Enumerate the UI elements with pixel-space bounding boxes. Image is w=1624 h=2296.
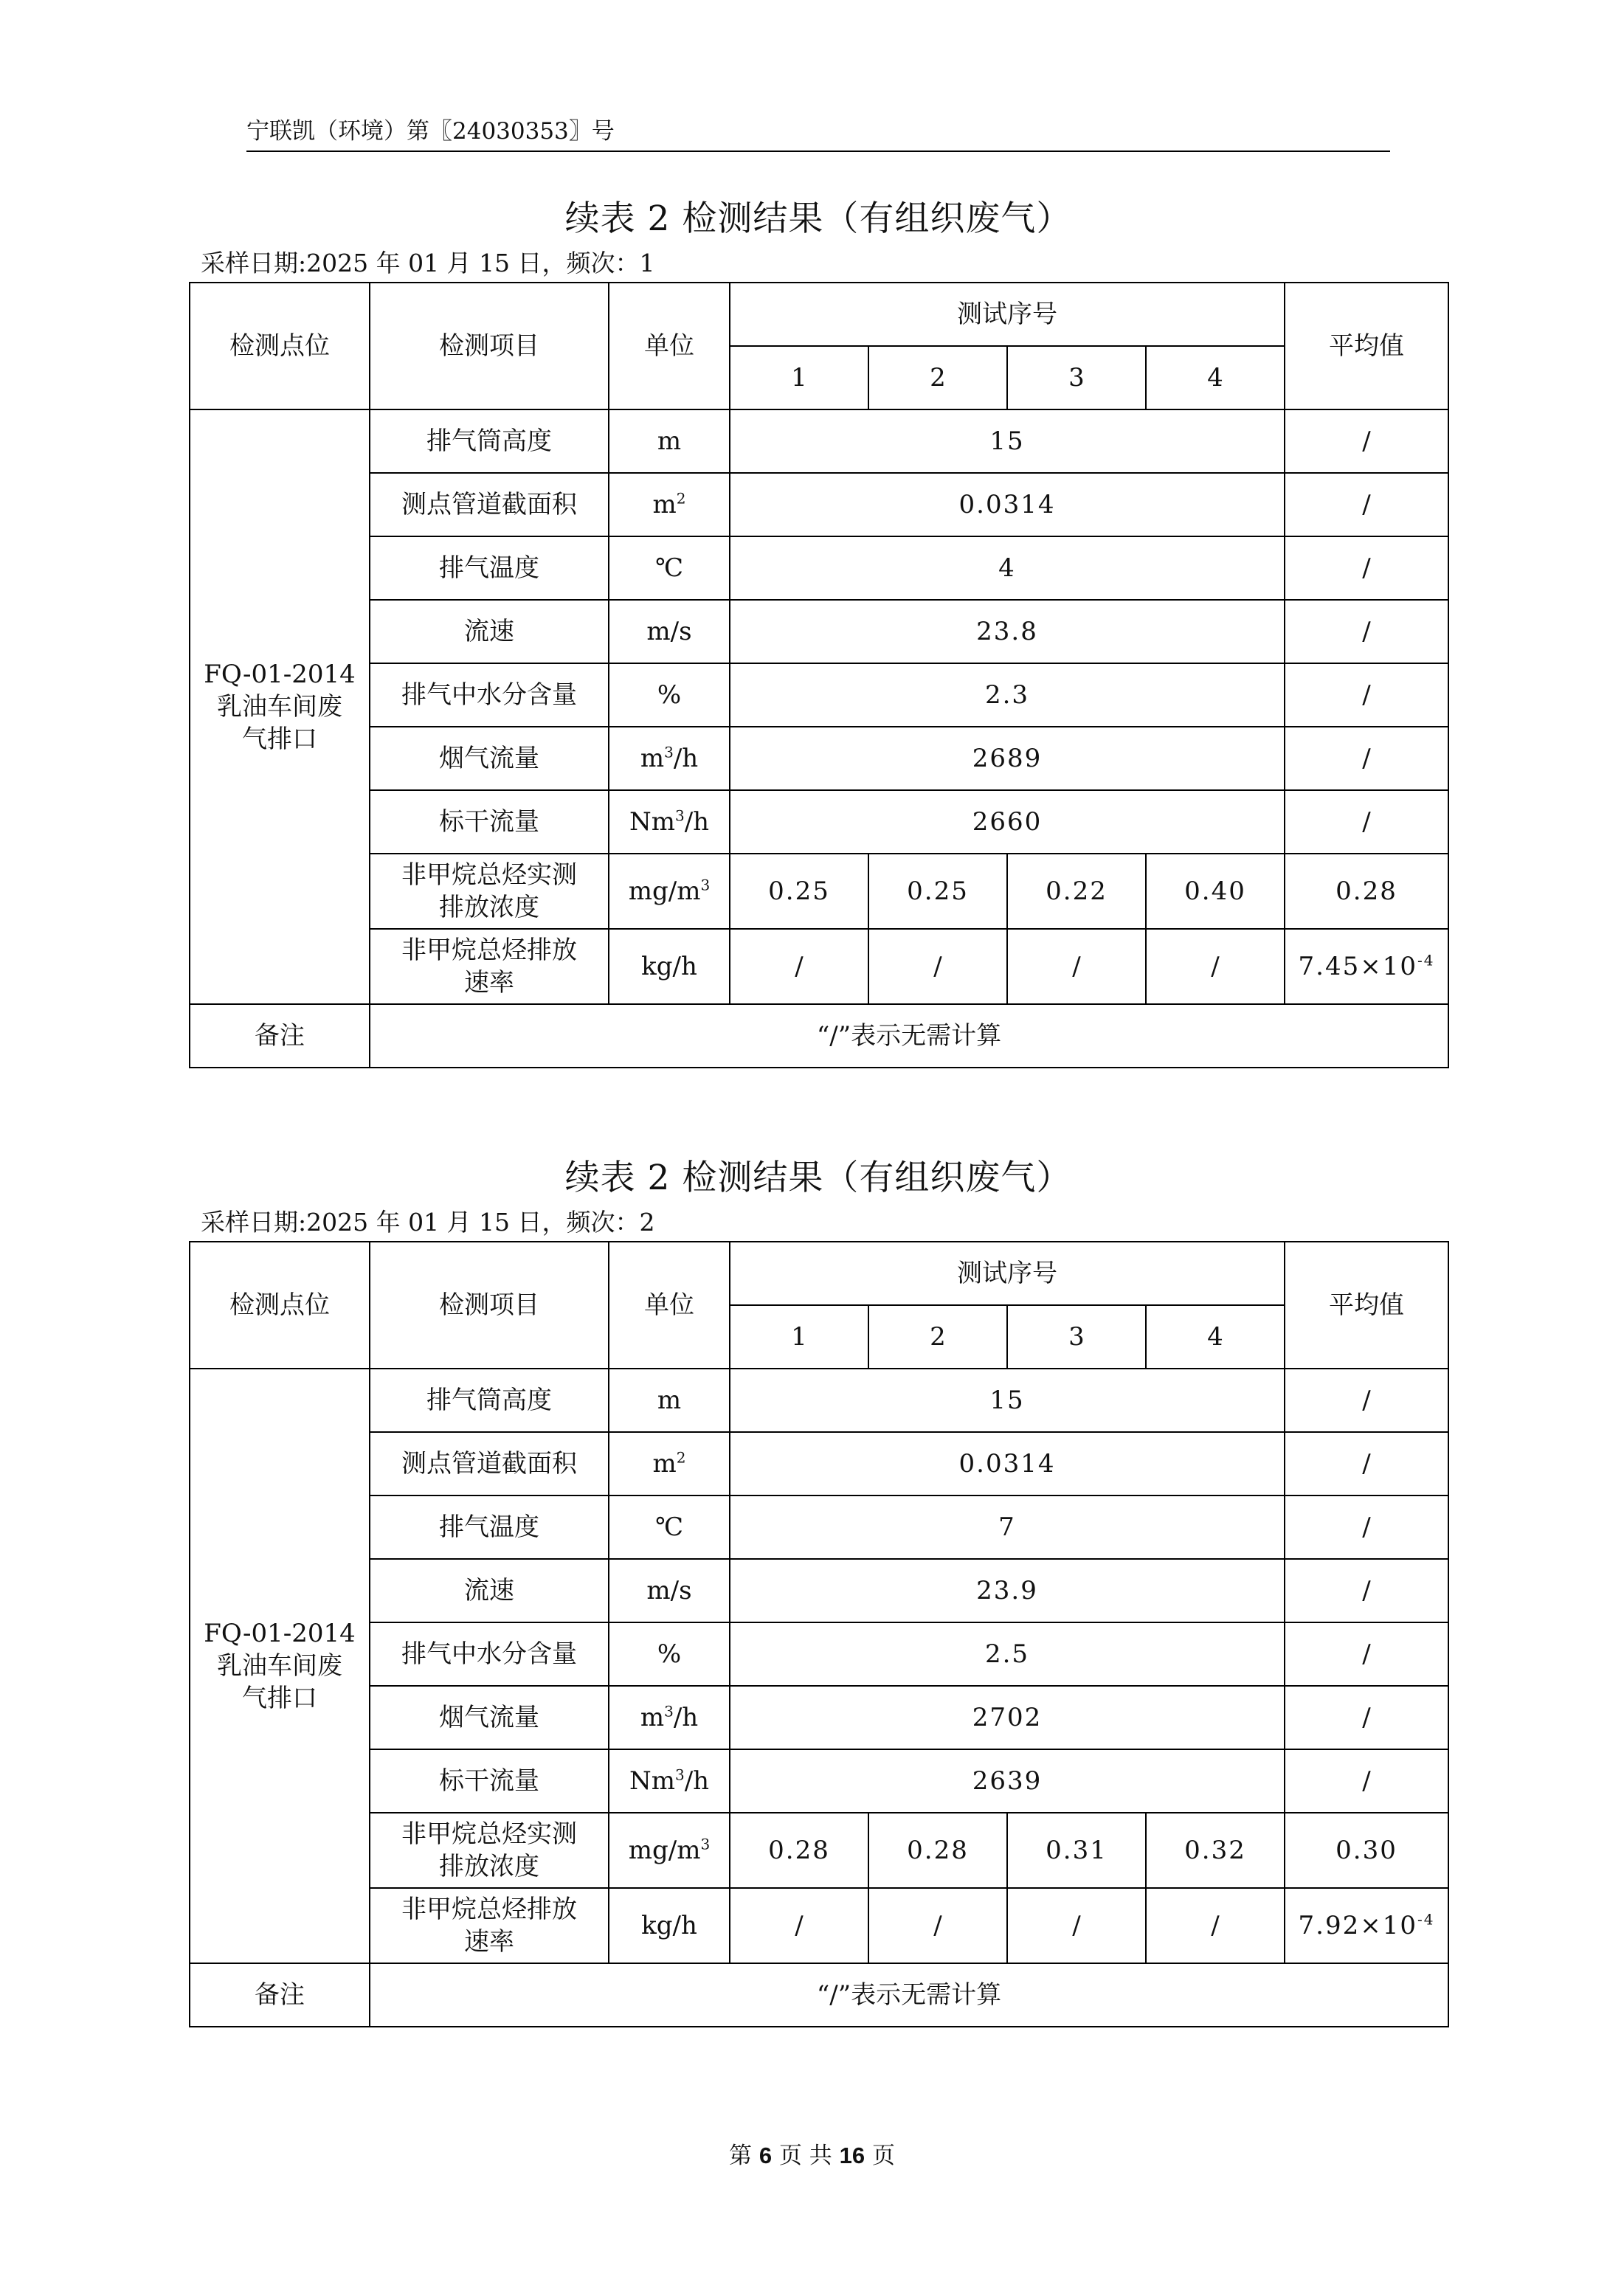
result-table	[189, 282, 1449, 1068]
average-cell: /	[1285, 1369, 1448, 1432]
remark-text: “/”表示无需计算	[370, 1963, 1448, 2027]
unit-text: ℃	[654, 1512, 684, 1542]
unit-cell	[609, 600, 730, 663]
table-row	[190, 663, 1448, 727]
item-line: 非甲烷总烃实测	[401, 860, 577, 890]
unit-cell: kg/h	[609, 1888, 730, 1963]
unit-text: /h	[684, 807, 710, 837]
item-cell	[370, 854, 609, 929]
table-row	[190, 854, 1448, 929]
table-row	[190, 1686, 1448, 1749]
value-cell: /	[1146, 929, 1285, 1004]
item-cell: 排气中水分含量	[370, 1622, 609, 1686]
result-section-1	[189, 193, 1448, 1068]
table-row	[190, 1559, 1448, 1622]
unit-text: /h	[673, 1703, 699, 1732]
item-line: 非甲烷总烃排放	[401, 936, 577, 965]
table-title: 续表 2 检测结果（有组织废气）	[564, 1158, 1072, 1198]
average-cell	[1285, 1888, 1448, 1963]
unit-cell	[609, 1622, 730, 1686]
result-section-2	[189, 1152, 1448, 2027]
col-header-seq: 2	[868, 1305, 1007, 1369]
unit-superscript: 3	[664, 1702, 674, 1721]
col-header-point: 检测点位	[190, 283, 370, 409]
col-header-test-no: 测试序号	[730, 1242, 1285, 1305]
average-cell: /	[1285, 663, 1448, 727]
value-cell: 0.40	[1146, 854, 1285, 929]
table-row	[190, 473, 1448, 536]
footer-page-number: 6	[759, 2143, 773, 2168]
item-cell: 排气筒高度	[370, 1369, 609, 1432]
unit-cell	[609, 1495, 730, 1559]
unit-text: ℃	[654, 553, 684, 583]
average-cell: /	[1285, 600, 1448, 663]
average-cell: /	[1285, 1686, 1448, 1749]
unit-cell	[609, 1749, 730, 1813]
value-cell: /	[1146, 1888, 1285, 1963]
footer-text: 页	[865, 2143, 895, 2169]
table-row	[190, 1369, 1448, 1432]
value-cell: 2689	[730, 727, 1285, 790]
unit-text: m	[657, 1386, 682, 1415]
col-header-unit: 单位	[609, 283, 730, 409]
value-cell: 0.28	[868, 1813, 1007, 1888]
average-cell: /	[1285, 409, 1448, 473]
value-cell: /	[1007, 1888, 1146, 1963]
average-cell: /	[1285, 1495, 1448, 1559]
average-cell: /	[1285, 1749, 1448, 1813]
unit-cell: kg/h	[609, 929, 730, 1004]
footer-total-pages: 16	[839, 2143, 865, 2168]
col-header-seq: 3	[1007, 1305, 1146, 1369]
unit-cell	[609, 473, 730, 536]
unit-cell	[609, 854, 730, 929]
item-cell: 测点管道截面积	[370, 1432, 609, 1495]
value-cell: 0.0314	[730, 473, 1285, 536]
item-cell: 标干流量	[370, 1749, 609, 1813]
value-cell: 0.22	[1007, 854, 1146, 929]
value-cell: 0.0314	[730, 1432, 1285, 1495]
unit-text: m/s	[646, 617, 692, 646]
unit-superscript: 3	[664, 743, 674, 761]
point-line: 气排口	[242, 725, 317, 754]
value-cell: /	[730, 929, 868, 1004]
table-row	[190, 1888, 1448, 1963]
sampling-date: 采样日期:2025 年 01 月 15 日，频次：2	[201, 1208, 655, 1237]
exponent-superscript: -4	[1417, 951, 1435, 969]
item-cell: 烟气流量	[370, 727, 609, 790]
unit-superscript: 3	[674, 806, 685, 825]
col-header-average: 平均值	[1285, 1242, 1448, 1369]
unit-cell	[609, 1813, 730, 1888]
result-table	[189, 1241, 1449, 2027]
unit-text: m	[652, 1449, 677, 1479]
average-cell: /	[1285, 536, 1448, 600]
average-cell: /	[1285, 1622, 1448, 1686]
unit-text: Nm	[629, 1766, 675, 1796]
unit-cell	[609, 663, 730, 727]
remark-row	[190, 1963, 1448, 2027]
col-header-item: 检测项目	[370, 283, 609, 409]
unit-superscript: 3	[674, 1766, 685, 1784]
table-row	[190, 929, 1448, 1004]
value-cell: 15	[730, 409, 1285, 473]
table-title: 续表 2 检测结果（有组织废气）	[564, 198, 1072, 239]
table-row	[190, 1749, 1448, 1813]
item-cell: 流速	[370, 600, 609, 663]
unit-superscript: 3	[700, 876, 711, 894]
value-cell: 0.32	[1146, 1813, 1285, 1888]
unit-text: /h	[673, 744, 699, 773]
col-header-average: 平均值	[1285, 283, 1448, 409]
unit-cell	[609, 790, 730, 854]
unit-superscript: 2	[676, 1448, 686, 1467]
footer-text: 页 共	[772, 2143, 840, 2169]
table-row	[190, 727, 1448, 790]
item-cell: 烟气流量	[370, 1686, 609, 1749]
value-cell: /	[868, 1888, 1007, 1963]
table-row	[190, 1432, 1448, 1495]
average-cell: 0.28	[1285, 854, 1448, 929]
unit-cell	[609, 536, 730, 600]
average-cell: /	[1285, 1559, 1448, 1622]
value-cell: 2.5	[730, 1622, 1285, 1686]
point-cell	[190, 1369, 370, 1963]
remark-text: “/”表示无需计算	[370, 1004, 1448, 1068]
item-line: 排放浓度	[439, 893, 539, 922]
item-cell: 流速	[370, 1559, 609, 1622]
value-cell: 0.28	[730, 1813, 868, 1888]
value-cell: 23.9	[730, 1559, 1285, 1622]
col-header-point: 检测点位	[190, 1242, 370, 1369]
item-cell	[370, 1813, 609, 1888]
unit-cell	[609, 727, 730, 790]
unit-text: m/s	[646, 1576, 692, 1605]
table-row	[190, 409, 1448, 473]
col-header-seq: 3	[1007, 346, 1146, 409]
unit-text: m	[640, 744, 665, 773]
value-cell: 2702	[730, 1686, 1285, 1749]
unit-cell	[609, 1686, 730, 1749]
value-cell: /	[868, 929, 1007, 1004]
average-cell	[1285, 929, 1448, 1004]
footer-text: 第	[728, 2143, 759, 2169]
remark-row	[190, 1004, 1448, 1068]
unit-text: mg/m	[628, 1836, 701, 1865]
value-cell: 2.3	[730, 663, 1285, 727]
value-cell: 0.25	[730, 854, 868, 929]
col-header-seq: 4	[1146, 346, 1285, 409]
table-row	[190, 1622, 1448, 1686]
average-text: 7.45×10	[1298, 952, 1417, 981]
item-line: 速率	[464, 1927, 514, 1957]
col-header-item: 检测项目	[370, 1242, 609, 1369]
average-cell: /	[1285, 727, 1448, 790]
value-cell: 15	[730, 1369, 1285, 1432]
unit-text: %	[657, 680, 682, 710]
value-cell: 4	[730, 536, 1285, 600]
col-header-test-no: 测试序号	[730, 283, 1285, 346]
unit-text: %	[657, 1639, 682, 1669]
unit-superscript: 2	[676, 489, 686, 508]
exponent-superscript: -4	[1417, 1910, 1435, 1929]
unit-cell	[609, 409, 730, 473]
item-cell: 标干流量	[370, 790, 609, 854]
unit-cell	[609, 1559, 730, 1622]
item-cell: 排气中水分含量	[370, 663, 609, 727]
point-cell	[190, 409, 370, 1004]
remark-label: 备注	[190, 1004, 370, 1068]
report-number-header: 宁联凯（环境）第〖24030353〗号	[246, 115, 1390, 152]
average-text: 7.92×10	[1298, 1911, 1417, 1940]
col-header-unit: 单位	[609, 1242, 730, 1369]
item-cell	[370, 1888, 609, 1963]
value-cell: /	[1007, 929, 1146, 1004]
point-line: 气排口	[242, 1684, 317, 1713]
unit-cell	[609, 1369, 730, 1432]
table-row	[190, 536, 1448, 600]
item-cell: 测点管道截面积	[370, 473, 609, 536]
item-cell	[370, 929, 609, 1004]
item-line: 非甲烷总烃实测	[401, 1819, 577, 1849]
unit-cell	[609, 1432, 730, 1495]
value-cell: 0.25	[868, 854, 1007, 929]
average-cell: 0.30	[1285, 1813, 1448, 1888]
value-cell: 7	[730, 1495, 1285, 1559]
col-header-seq: 2	[868, 346, 1007, 409]
header-row	[190, 1242, 1448, 1305]
point-line: 乳油车间废	[217, 1651, 342, 1681]
unit-superscript: 3	[700, 1835, 711, 1853]
table-row	[190, 1813, 1448, 1888]
value-cell: /	[730, 1888, 868, 1963]
item-line: 排放浓度	[439, 1852, 539, 1881]
average-cell: /	[1285, 473, 1448, 536]
table-row	[190, 790, 1448, 854]
unit-text: m	[657, 426, 682, 456]
average-cell: /	[1285, 1432, 1448, 1495]
point-line: 乳油车间废	[217, 692, 342, 722]
sampling-date: 采样日期:2025 年 01 月 15 日，频次：1	[201, 249, 655, 277]
col-header-seq: 1	[730, 346, 868, 409]
unit-text: Nm	[629, 807, 675, 837]
point-line: FQ-01-2014	[204, 1619, 356, 1648]
remark-label: 备注	[190, 1963, 370, 2027]
value-cell: 2660	[730, 790, 1285, 854]
page-footer	[0, 2140, 1624, 2172]
unit-text: mg/m	[628, 876, 701, 906]
col-header-seq: 4	[1146, 1305, 1285, 1369]
value-cell: 2639	[730, 1749, 1285, 1813]
item-line: 速率	[464, 968, 514, 997]
value-cell: 23.8	[730, 600, 1285, 663]
item-cell: 排气筒高度	[370, 409, 609, 473]
table-row	[190, 1495, 1448, 1559]
header-row	[190, 283, 1448, 346]
table-row	[190, 600, 1448, 663]
unit-text: m	[640, 1703, 665, 1732]
point-line: FQ-01-2014	[204, 660, 356, 689]
unit-text: /h	[684, 1766, 710, 1796]
item-cell: 排气温度	[370, 1495, 609, 1559]
col-header-seq: 1	[730, 1305, 868, 1369]
average-cell: /	[1285, 790, 1448, 854]
item-cell: 排气温度	[370, 536, 609, 600]
unit-text: m	[652, 490, 677, 519]
value-cell: 0.31	[1007, 1813, 1146, 1888]
item-line: 非甲烷总烃排放	[401, 1895, 577, 1924]
